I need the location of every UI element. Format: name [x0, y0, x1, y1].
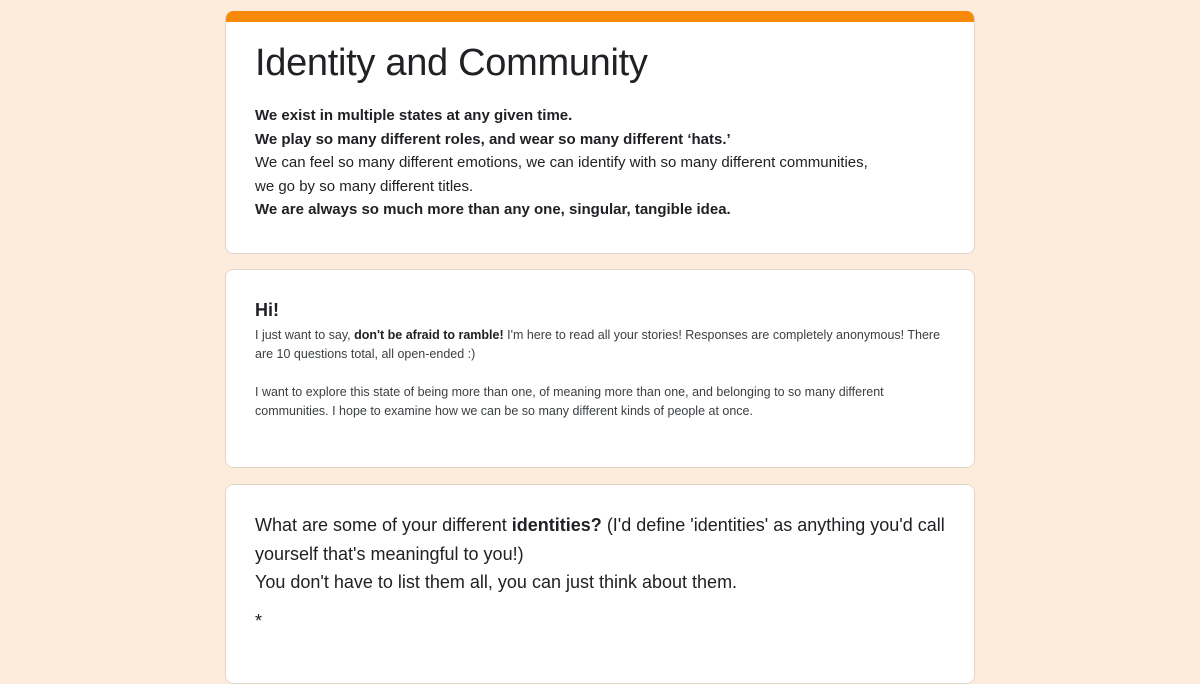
theme-accent-bar [226, 11, 974, 22]
form-header-content [226, 22, 974, 222]
question-card [225, 484, 975, 684]
question-required-marker: * [255, 610, 263, 631]
intro-paragraph [255, 326, 945, 364]
description-line: We are always so much more than any one, singular, tangible idea. [255, 201, 731, 218]
intro-text-prefix: I just want to say, [255, 328, 355, 342]
form-header-card [225, 11, 975, 254]
intro-text-suffix: I'm here to read all your stories! Responses are completely anonymous! There are 10 questions total, all open-ended :) [255, 328, 941, 361]
form-column [225, 11, 975, 684]
question-content [226, 485, 974, 635]
intro-paragraph: I want to explore this state of being more than one, of meaning more than one, and belonging to so many different communities. I hope to examine how we can be so many different kinds of people at once. [255, 385, 884, 418]
intro-section-content [226, 270, 974, 421]
form-title: Identity and Community [255, 42, 648, 84]
question-text-prefix: What are some of your different [255, 515, 512, 535]
intro-section-card [225, 269, 975, 468]
description-line: We exist in multiple states at any given time. [255, 107, 573, 124]
description-line: We play so many different roles, and wear so many different ‘hats.’ [255, 130, 731, 148]
form-description [255, 104, 945, 222]
paragraph-spacer [255, 364, 945, 383]
description-line: we go by so many different titles. [255, 177, 474, 195]
description-line: We can feel so many different emotions, we can identify with so many different communities, [255, 154, 868, 171]
intro-text-emphasis: don't be afraid to ramble! [354, 328, 504, 342]
question-text-suffix: (I'd define 'identities' as anything you'd call yourself that's meaningful to you!) [255, 515, 945, 564]
question-title [255, 511, 945, 568]
question-subtitle: You don't have to list them all, you can just think about them. [255, 572, 738, 592]
question-text-emphasis: identities? [511, 515, 602, 535]
section-heading: Hi! [255, 300, 279, 320]
